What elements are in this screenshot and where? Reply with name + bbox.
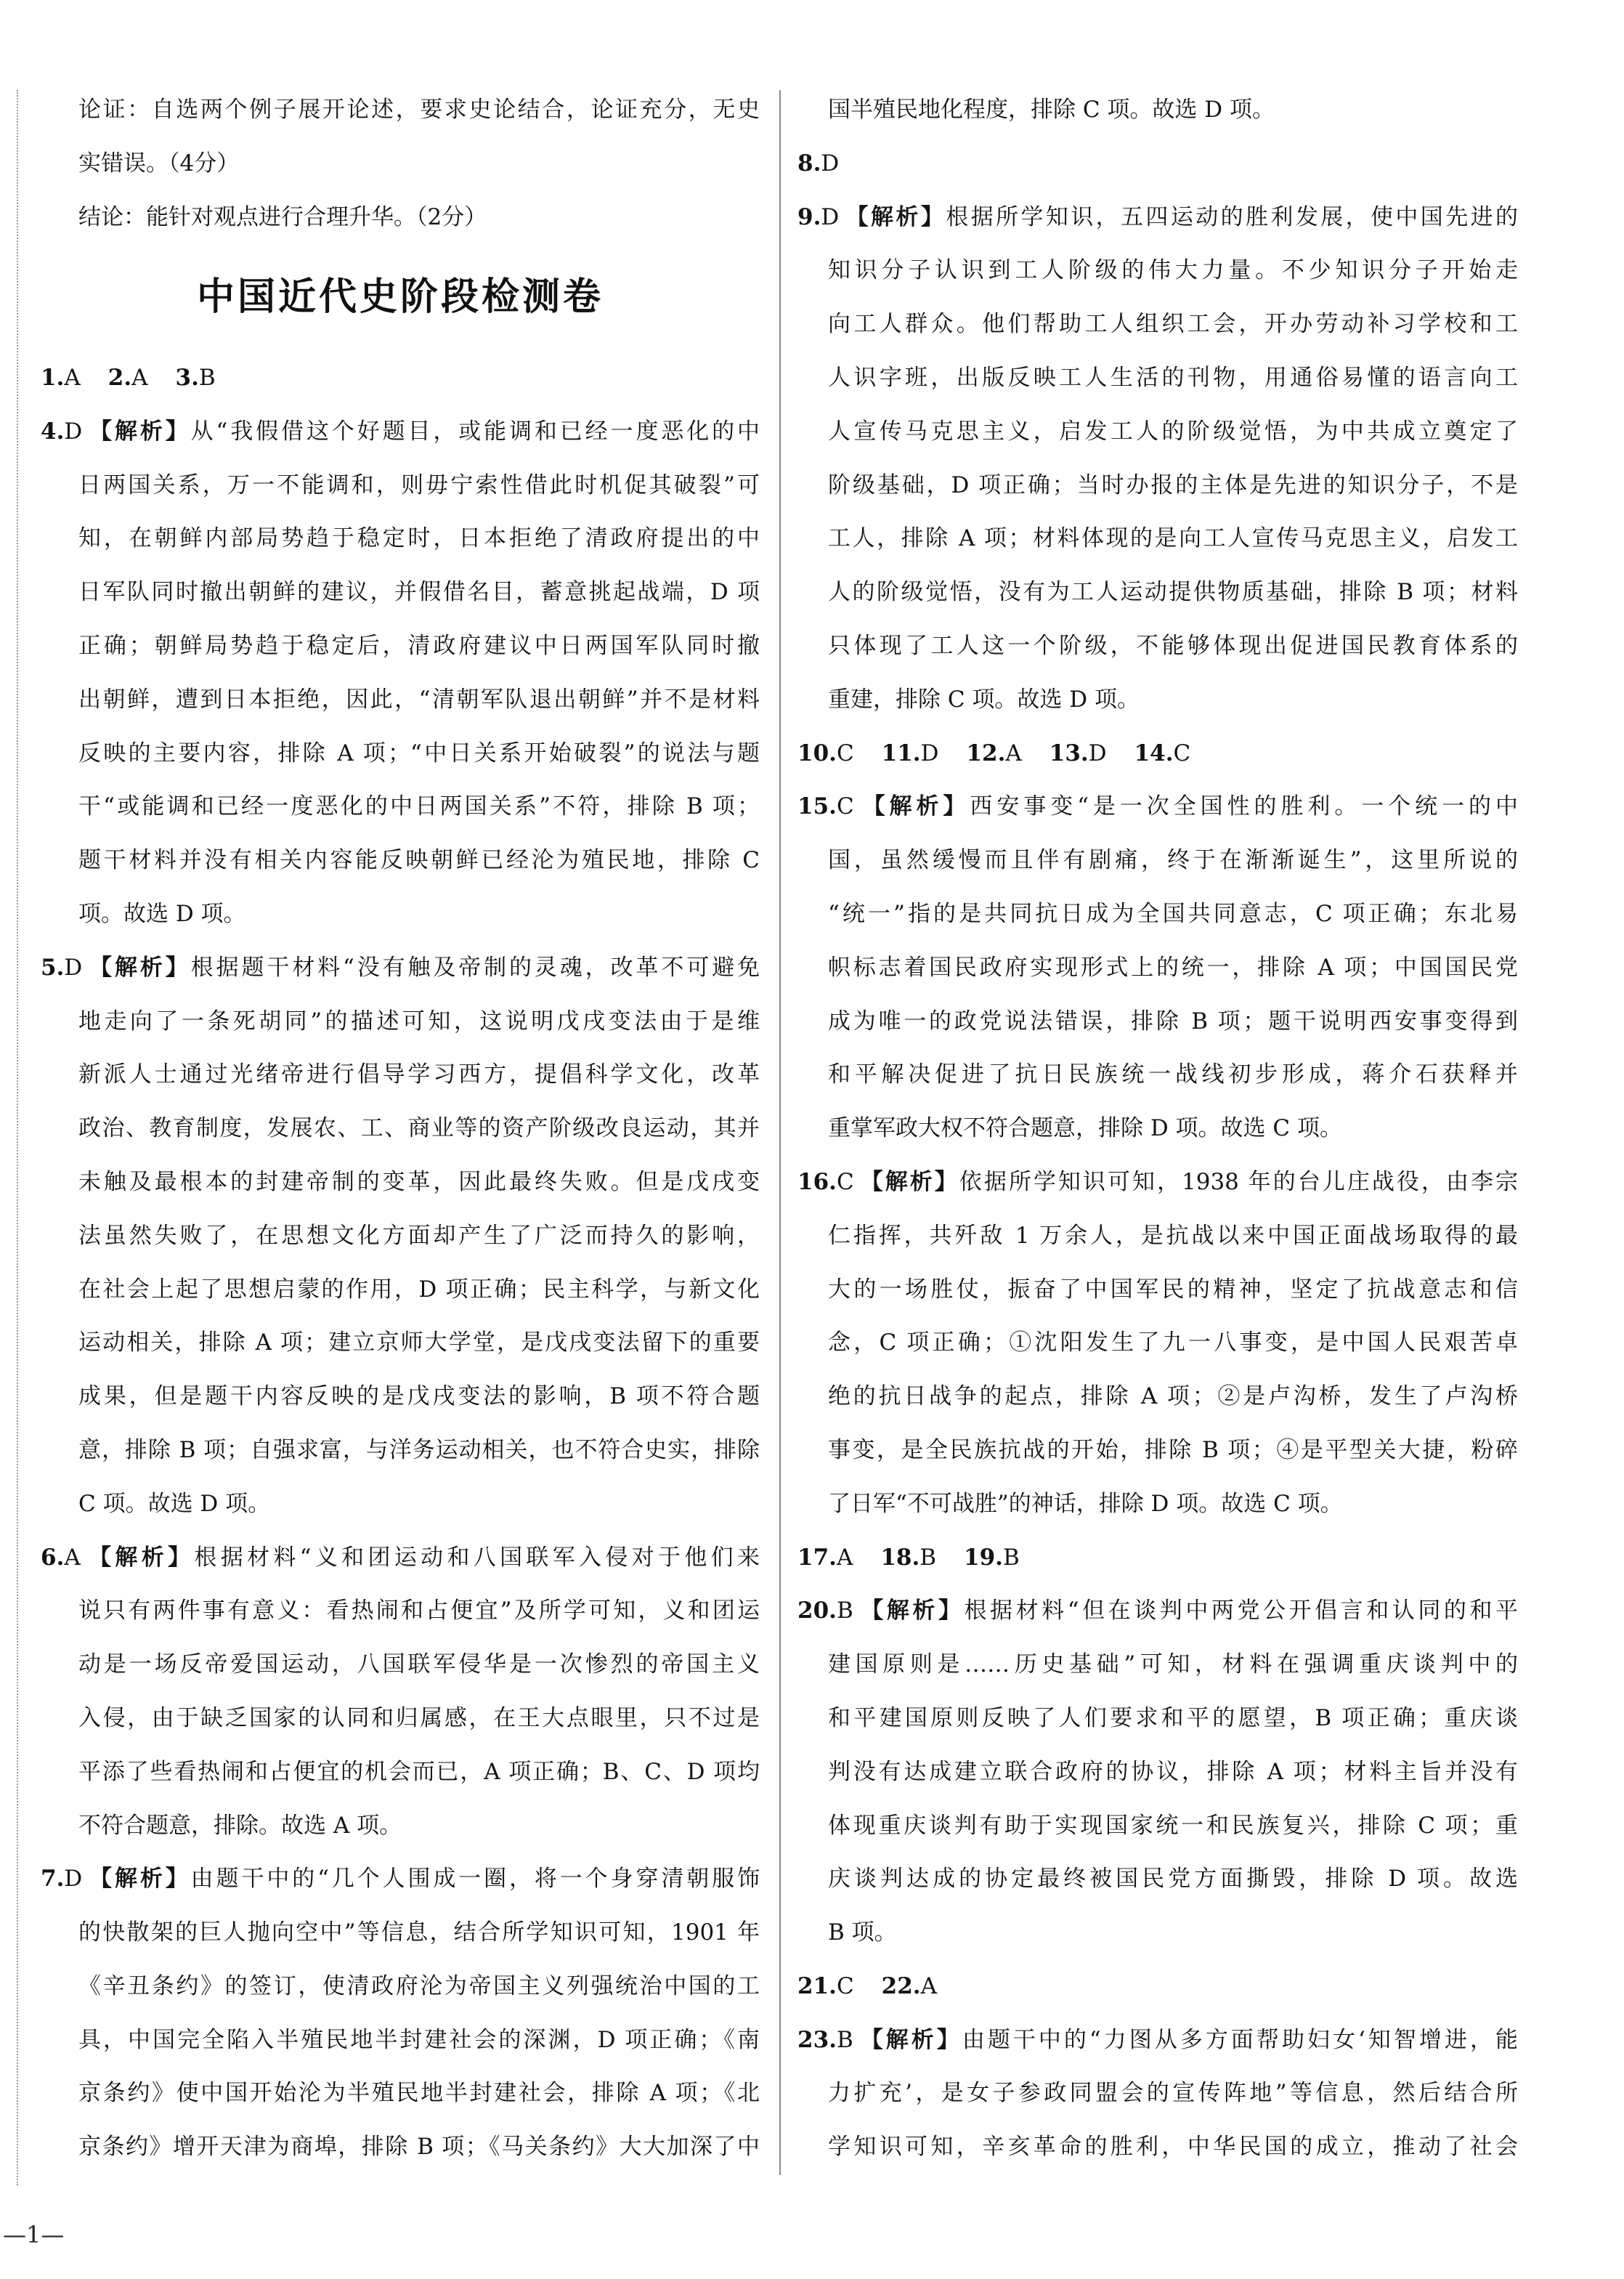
question-number: 23. — [797, 2026, 837, 2053]
answer-letter: A — [64, 364, 81, 391]
explanation-line: 和平解决促进了抗日民族统一战线初步形成，蒋介石获释并 — [828, 1061, 1518, 1088]
continued-text — [41, 84, 760, 191]
explanation-line: 政治、教育制度，发展农、工、商业等的资产阶级改良运动，其并 — [78, 1115, 760, 1142]
answer-item-20 — [797, 1584, 1518, 1960]
question-number: 8. — [797, 150, 821, 177]
explanation-line: 运动相关，排除 A 项；建立京师大学堂，是戊戌变法留下的重要 — [78, 1329, 760, 1356]
answer-letter: B — [836, 2026, 853, 2053]
explanation-line: 重建，排除 C 项。故选 D 项。 — [828, 686, 1140, 713]
answer-letter: A — [836, 1544, 853, 1571]
question-number: 4. — [41, 418, 65, 445]
answer-letter: A — [64, 1544, 81, 1571]
continued-text — [41, 191, 760, 245]
answer-item-5 — [41, 942, 760, 1531]
explanation-line: 人宣传马克思主义，启发工人的阶级觉悟，为中共成立奠定了 — [828, 418, 1518, 445]
answer-item-16 — [797, 1156, 1518, 1531]
text-line: 实错误。（4分） — [78, 150, 240, 177]
answer-letter: C — [836, 1972, 854, 1999]
explanation-text: 根据所学知识，五四运动的胜利发展，使中国先进的 — [946, 203, 1518, 230]
answer-item-9 — [797, 191, 1518, 727]
explanation-first-line — [41, 1853, 760, 1906]
explanation-line: 仁指挥，共歼敌 1 万余人，是抗战以来中国正面战场取得的最 — [828, 1222, 1518, 1249]
answer-letter: A — [131, 364, 148, 391]
answer-12 — [966, 740, 1021, 766]
question-number: 12. — [966, 740, 1006, 766]
answer-letter: D — [920, 740, 939, 766]
explanation-line: 法虽然失败了，在思想文化方面却产生了广泛而持久的影响， — [78, 1222, 760, 1249]
explanation-line: 意，排除 B 项；自强求富，与洋务运动相关，也不符合史实，排除 — [78, 1436, 760, 1463]
explanation-first-line — [797, 1156, 1518, 1210]
answer-letter: B — [919, 1544, 937, 1571]
explanation-line: 知识分子认识到工人阶级的伟大力量。不少知识分子开始走 — [828, 257, 1518, 284]
explanation-line: 项。故选 D 项。 — [78, 900, 246, 927]
explanation-first-line — [797, 1584, 1518, 1638]
explanation-line: 力扩充’，是女子参政同盟会的宣传阵地”等信息，然后结合所 — [828, 2080, 1518, 2107]
answer-row — [797, 137, 1518, 191]
answer-row — [797, 1531, 1518, 1585]
explanation-line: 说只有两件事有意义：看热闹和占便宜”及所学可知，义和团运 — [78, 1598, 760, 1624]
explanation-line: 日两国关系，万一不能调和，则毋宁索性借此时机促其破裂”可 — [78, 471, 760, 498]
question-number: 18. — [880, 1544, 920, 1571]
page-number: —1— — [3, 2221, 65, 2248]
explanation-first-line — [41, 1531, 760, 1585]
analysis-tag: 【解析】 — [858, 793, 970, 820]
explanation-text: 根据材料“但在谈判中两党公开倡言和认同的和平 — [964, 1598, 1518, 1624]
explanation-text: 根据题干材料“没有触及帝制的灵魂，改革不可避免 — [190, 954, 760, 981]
answer-22 — [882, 1973, 937, 1999]
explanation-line: 正确；朝鲜局势趋于稳定后，清政府建议中日两国军队同时撤 — [78, 632, 760, 659]
explanation-line: 和平建国原则反映了人们要求和平的愿望，B 项正确；重庆谈 — [828, 1704, 1518, 1731]
text-line: 国半殖民地化程度，排除 C 项。故选 D 项。 — [828, 97, 1275, 123]
answer-8 — [797, 150, 839, 177]
explanation-text: 依据所学知识可知，1938 年的台儿庄战役，由李宗 — [959, 1168, 1518, 1195]
analysis-tag: 【解析】 — [84, 1544, 195, 1571]
explanation-line: 重掌军政大权不符合题意，排除 D 项。故选 C 项。 — [828, 1115, 1342, 1142]
explanation-line: 念，C 项正确；①沈阳发生了九一八事变，是中国人民艰苦卓 — [828, 1329, 1518, 1356]
answer-11 — [882, 740, 939, 766]
question-number: 20. — [797, 1598, 837, 1624]
explanation-first-line — [41, 942, 760, 995]
column-divider — [779, 90, 781, 2175]
answer-item-6 — [41, 1531, 760, 1853]
explanation-line: 具，中国完全陷入半殖民地半封建社会的深渊，D 项正确；《南 — [78, 2026, 760, 2053]
explanation-line: 动是一场反帝爱国运动，八国联军侵华是一次惨烈的帝国主义 — [78, 1651, 760, 1678]
explanation-line: 平添了些看热闹和占便宜的机会而已，A 项正确；B、C、D 项均 — [78, 1758, 760, 1785]
question-number: 11. — [881, 740, 921, 766]
answer-item-15 — [797, 780, 1518, 1156]
explanation-text: 由题干中的“力图从多方面帮助妇女‘知智增进，能 — [962, 2026, 1518, 2053]
explanation-line: 《辛丑条约》的签订，使清政府沦为帝国主义列强统治中国的工 — [78, 1972, 760, 1999]
question-number: 10. — [797, 740, 837, 766]
explanation-first-line — [797, 191, 1518, 245]
explanation-first-line — [797, 2014, 1518, 2068]
explanation-line: 成为唯一的政党说法错误，排除 B 项；题干说明西安事变得到 — [828, 1008, 1518, 1035]
explanation-line: 向工人群众。他们帮助工人组织工会，开办劳动补习学校和工 — [828, 311, 1518, 338]
continued-text — [797, 84, 1518, 137]
text-line: 论证：自选两个例子展开论述，要求史论结合，论证充分，无史 — [78, 97, 760, 123]
question-number: 1. — [41, 364, 65, 391]
explanation-line: 知，在朝鲜内部局势趋于稳定时，日本拒绝了清政府提出的中 — [78, 525, 760, 552]
answer-row — [797, 1960, 1518, 2014]
explanation-line: 日军队同时撤出朝鲜的建议，并假借名目，蓄意挑起战端，D 项 — [78, 579, 760, 606]
question-number: 7. — [41, 1866, 65, 1893]
analysis-tag: 【解析】 — [858, 1168, 959, 1195]
answer-letter: C — [1173, 740, 1191, 766]
question-number: 6. — [41, 1544, 65, 1571]
explanation-line: 事变，是全民族抗战的开始，排除 B 项；④是平型关大捷，粉碎 — [828, 1436, 1518, 1463]
analysis-tag: 【解析】 — [86, 1866, 191, 1893]
explanation-line: 学知识可知，辛亥革命的胜利，中华民国的成立，推动了社会 — [828, 2134, 1518, 2161]
explanation-line: 题干材料并没有相关内容能反映朝鲜已经沦为殖民地，排除 C — [78, 847, 760, 874]
explanation-line: C 项。故选 D 项。 — [78, 1490, 271, 1517]
explanation-text: 西安事变“是一次全国性的胜利。一个统一的中 — [970, 793, 1518, 820]
question-number: 13. — [1049, 740, 1089, 766]
question-number: 21. — [797, 1972, 837, 1999]
question-number: 9. — [797, 203, 821, 230]
answer-14 — [1134, 740, 1191, 766]
explanation-line: B 项。 — [828, 1919, 897, 1946]
explanation-line: 在社会上起了思想启蒙的作用，D 项正确；民主科学，与新文化 — [78, 1276, 760, 1303]
answer-10 — [797, 740, 854, 766]
explanation-line: 出朝鲜，遭到日本拒绝，因此，“清朝军队退出朝鲜”并不是材料 — [78, 686, 760, 713]
explanation-line: 成果，但是题干内容反映的是戊戌变法的影响，B 项不符合题 — [78, 1383, 760, 1410]
analysis-tag: 【解析】 — [843, 203, 946, 230]
answer-1 — [41, 365, 81, 391]
answer-letter: D — [64, 418, 83, 445]
answer-letter: C — [836, 1168, 854, 1195]
explanation-line: 只体现了工人这一个阶级，不能够体现出促进国民教育体系的 — [828, 632, 1518, 659]
answer-letter: C — [836, 740, 854, 766]
explanation-line: 帜标志着国民政府实现形式上的统一，排除 A 项；中国国民党 — [828, 954, 1518, 981]
answer-row — [797, 727, 1518, 781]
question-number: 16. — [797, 1168, 837, 1195]
explanation-line: 入侵，由于缺乏国家的认同和归属感，在王大点眼里，只不过是 — [78, 1704, 760, 1731]
explanation-line: 干“或能调和已经一度恶化的中日两国关系”不符，排除 B 项； — [78, 793, 760, 820]
answer-letter: A — [1005, 740, 1022, 766]
text-line: 结论：能针对观点进行合理升华。（2分） — [78, 203, 487, 230]
answer-21 — [797, 1973, 854, 1999]
explanation-line: 工人，排除 A 项；材料体现的是向工人宣传马克思主义，启发工 — [828, 525, 1518, 552]
answer-letter: D — [64, 1866, 83, 1893]
explanation-line: 不符合题意，排除。故选 A 项。 — [78, 1812, 402, 1839]
answer-13 — [1049, 740, 1107, 766]
explanation-line: 新派人士通过光绪帝进行倡导学习西方，提倡科学文化，改革 — [78, 1061, 760, 1088]
explanation-text: 根据材料“义和团运动和八国联军入侵对于他们来 — [194, 1544, 760, 1571]
explanation-line: 未触及最根本的封建帝制的变革，因此最终失败。但是戊戌变 — [78, 1168, 760, 1195]
analysis-tag: 【解析】 — [86, 418, 191, 445]
right-column — [797, 84, 1518, 2174]
question-number: 15. — [797, 793, 837, 820]
question-number: 3. — [175, 364, 199, 391]
explanation-first-line — [797, 780, 1518, 834]
analysis-tag: 【解析】 — [857, 2026, 962, 2053]
explanation-text: 从“我假借这个好题目，或能调和已经一度恶化的中 — [190, 418, 760, 445]
explanation-line: 的快散架的巨人抛向空中”等信息，结合所学知识可知，1901 年 — [78, 1919, 760, 1946]
answer-row — [41, 352, 760, 405]
binding-margin-line — [17, 90, 18, 2185]
left-column — [41, 84, 760, 2174]
analysis-tag: 【解析】 — [86, 954, 191, 981]
explanation-line: 体现重庆谈判有助于实现国家统一和民族复兴，排除 C 项；重 — [828, 1812, 1518, 1839]
explanation-text: 由题干中的“几个人围成一圈，将一个身穿清朝服饰 — [190, 1866, 760, 1893]
answer-letter: D — [821, 203, 840, 230]
answer-letter: D — [64, 954, 83, 981]
answer-letter: B — [836, 1598, 853, 1624]
explanation-line: 人的阶级觉悟，没有为工人运动提供物质基础，排除 B 项；材料 — [828, 579, 1518, 606]
answer-letter: B — [1002, 1544, 1020, 1571]
answer-17 — [797, 1545, 853, 1571]
question-number: 5. — [41, 954, 65, 981]
explanation-line: 判没有达成建立联合政府的协议，排除 A 项；材料主旨并没有 — [828, 1758, 1518, 1785]
explanation-first-line — [41, 405, 760, 459]
analysis-tag: 【解析】 — [857, 1598, 965, 1624]
explanation-line: “统一”指的是共同抗日成为全国共同意志，C 项正确；东北易 — [828, 900, 1518, 927]
explanation-line: 庆谈判达成的协定最终被国民党方面撕毁，排除 D 项。故选 — [828, 1866, 1518, 1893]
explanation-line: 地走向了一条死胡同”的描述可知，这说明戊戌变法由于是维 — [78, 1008, 760, 1035]
question-number: 2. — [107, 364, 132, 391]
explanation-line: 绝的抗日战争的起点，排除 A 项；②是卢沟桥，发生了卢沟桥 — [828, 1383, 1518, 1410]
question-number: 14. — [1134, 740, 1174, 766]
answer-item-7 — [41, 1853, 760, 2174]
answer-letter: D — [1088, 740, 1107, 766]
answer-18 — [880, 1545, 936, 1571]
explanation-line: 阶级基础，D 项正确；当时办报的主体是先进的知识分子，不是 — [828, 471, 1518, 498]
explanation-line: 人识字班，出版反映工人生活的刊物，用通俗易懂的语言向工 — [828, 364, 1518, 391]
answer-3 — [176, 365, 216, 391]
explanation-line: 了日军“不可战胜”的神话，排除 D 项。故选 C 项。 — [828, 1490, 1343, 1517]
explanation-line: 反映的主要内容，排除 A 项；“中日关系开始破裂”的说法与题 — [78, 740, 760, 766]
answer-19 — [964, 1545, 1020, 1571]
answer-2 — [108, 365, 148, 391]
explanation-line: 国，虽然缓慢而且伴有剧痛，终于在渐渐诞生”，这里所说的 — [828, 847, 1518, 874]
explanation-line: 大的一场胜仗，振奋了中国军民的精神，坚定了抗战意志和信 — [828, 1276, 1518, 1303]
question-number: 19. — [964, 1544, 1003, 1571]
question-number: 17. — [797, 1544, 837, 1571]
answer-letter: A — [920, 1972, 937, 1999]
answer-item-23 — [797, 2014, 1518, 2174]
explanation-line: 京条约》增开天津为商埠，排除 B 项；《马关条约》大大加深了中 — [78, 2134, 760, 2161]
explanation-line: 建国原则是……历史基础”可知，材料在强调重庆谈判中的 — [828, 1651, 1518, 1678]
answer-letter: B — [198, 364, 216, 391]
answer-letter: C — [836, 793, 854, 820]
explanation-line: 京条约》使中国开始沦为半殖民地半封建社会，排除 A 项；《北 — [78, 2080, 760, 2107]
section-title: 中国近代史阶段检测卷 — [196, 275, 604, 320]
question-number: 22. — [881, 1972, 921, 1999]
answer-letter: D — [821, 150, 840, 177]
answer-item-4 — [41, 405, 760, 942]
